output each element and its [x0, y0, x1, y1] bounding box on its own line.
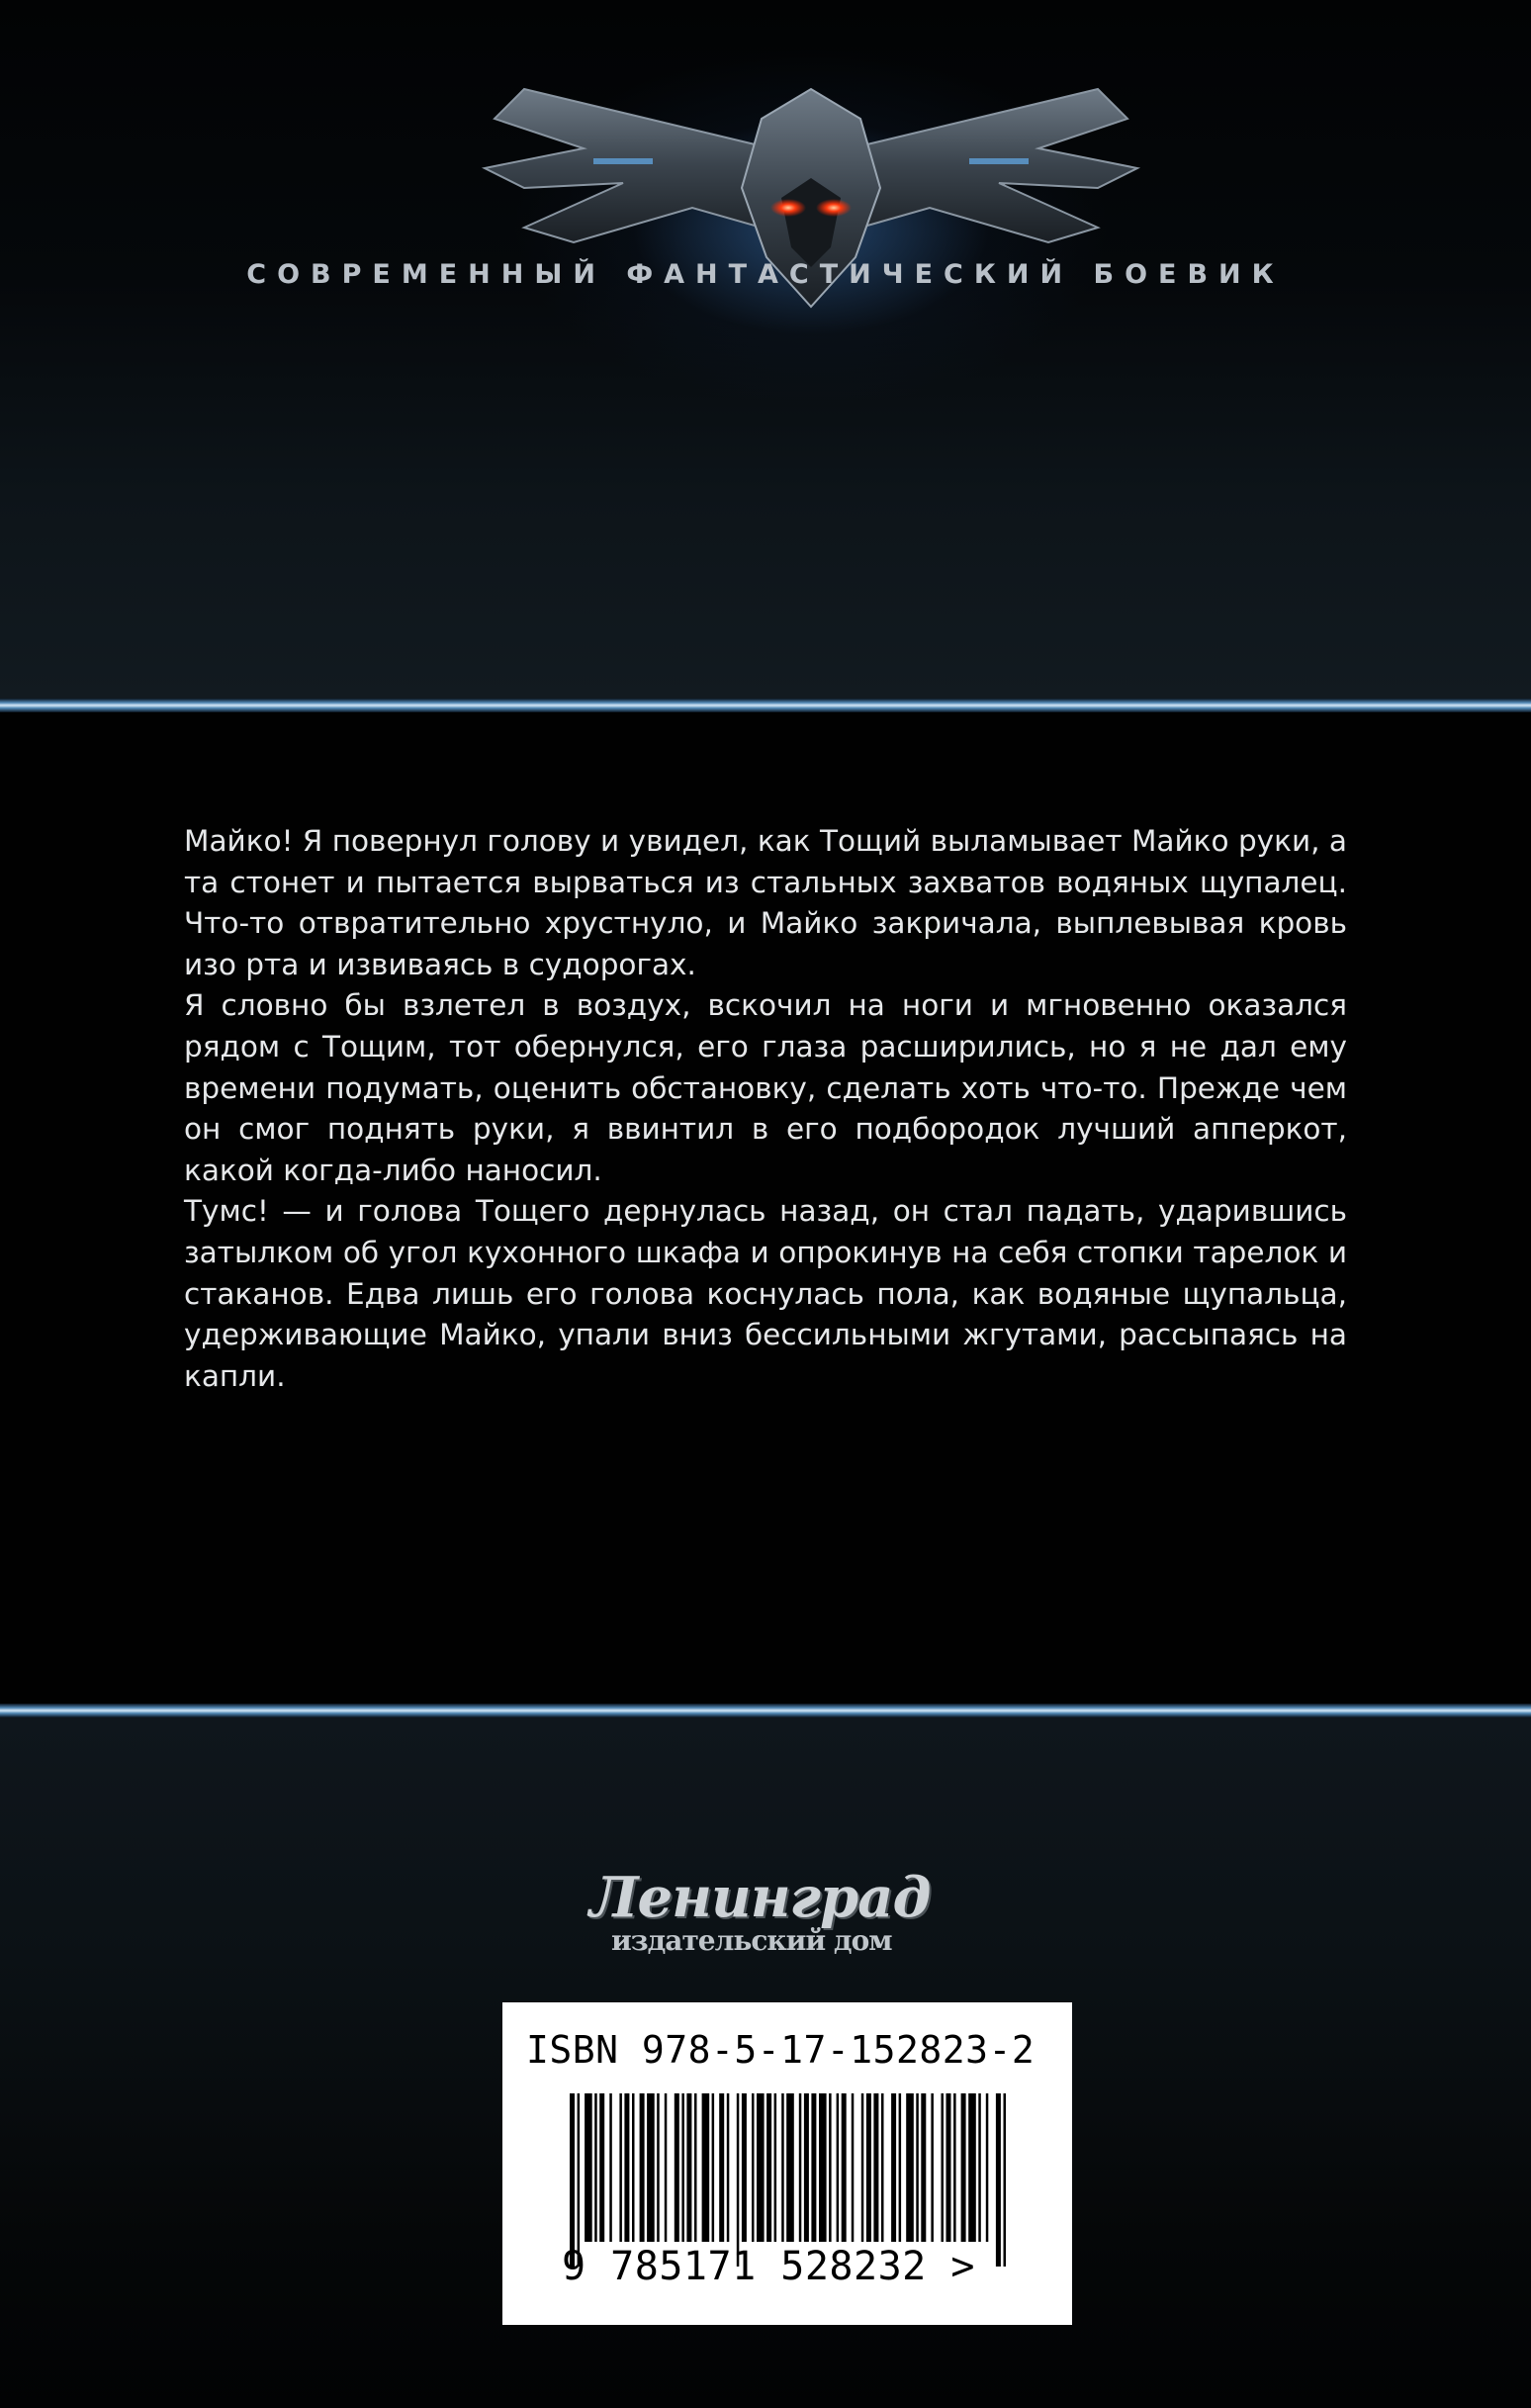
barcode-bar — [986, 2093, 989, 2242]
barcode-bar — [694, 2093, 697, 2242]
annotation-paragraph: Я словно бы взлетел в воздух, вскочил на ноги и мгновенно оказался рядом с Тощим, тот обернулся, его глаза расширились, но я не дал ему времени подумать, оценить обстановку, сделать хоть что-то. Прежде чем он смог поднять руки, я ввинтил в его подбородок лучший апперкот, какой когда-либо наносил. — [184, 988, 1347, 1187]
barcode-bar — [727, 2093, 730, 2242]
barcode-bar — [578, 2093, 581, 2267]
barcode-bar — [675, 2093, 679, 2242]
isbn-number: ISBN 978-5-17-152823-2 — [526, 2028, 1036, 2072]
barcode-bar — [737, 2093, 740, 2267]
barcode-bar — [996, 2093, 1001, 2267]
barcode-bar — [953, 2093, 956, 2242]
barcode-bar — [837, 2093, 840, 2242]
barcode-bar — [931, 2093, 934, 2242]
barcode-bar — [978, 2093, 981, 2242]
barcode-bar — [609, 2093, 612, 2242]
barcode-bar — [961, 2093, 966, 2242]
footer-band — [0, 1717, 1531, 2408]
barcode-bar — [842, 2093, 847, 2242]
barcode-bar — [852, 2093, 855, 2242]
barcode-bar — [752, 2093, 755, 2242]
barcode-bar — [881, 2093, 884, 2242]
barcode-bar — [819, 2093, 827, 2242]
annotation-paragraph: Майко! Я повернул голову и увидел, как Тощий выламывает Майко руки, а та стонет и пытается вырваться из стальных захватов водяных щупалец. Что-то отвратительно хрустнуло, и Майко закричала, выплевывая кровь изо рта и извиваясь в судорогах. — [184, 824, 1347, 981]
barcode-bar — [719, 2093, 724, 2242]
barcode-bar — [1004, 2093, 1007, 2267]
barcode-bar — [786, 2093, 794, 2242]
barcode-bar — [921, 2093, 926, 2242]
robot-emblem-icon — [465, 59, 1157, 356]
barcode-bar — [942, 2093, 945, 2242]
barcode-bar — [624, 2093, 629, 2242]
barcode-bar — [686, 2093, 691, 2242]
barcode-bar — [916, 2093, 919, 2242]
barcode-bar — [640, 2093, 645, 2242]
barcode-bar — [681, 2093, 684, 2242]
barcode-bar — [866, 2093, 871, 2242]
annotation-panel — [0, 712, 1531, 1704]
barcode-bar — [665, 2093, 668, 2242]
barcode-bar — [619, 2093, 622, 2242]
barcode-bar — [829, 2093, 832, 2242]
barcode-bar — [757, 2093, 765, 2242]
barcode-bar — [712, 2093, 715, 2242]
barcode-bar — [702, 2093, 710, 2242]
barcode-bar — [906, 2093, 914, 2242]
series-label: СОВРЕМЕННЫЙ ФАНТАСТИЧЕСКИЙ БОЕВИК — [246, 259, 1285, 290]
barcode-bar — [647, 2093, 655, 2242]
publisher-name: Ленинград — [589, 1865, 931, 1930]
barcode-bar — [891, 2093, 896, 2242]
barcode-bar — [599, 2093, 604, 2242]
barcode-bar — [657, 2093, 660, 2242]
barcode-bar — [899, 2093, 902, 2242]
barcode-bar — [632, 2093, 635, 2242]
ean-number: 9 785171 528232 > — [562, 2244, 975, 2289]
barcode-bar — [570, 2093, 575, 2267]
barcode-bar — [594, 2093, 597, 2242]
header-band — [0, 0, 1531, 704]
barcode-bar — [946, 2093, 951, 2242]
barcode-bar — [873, 2093, 878, 2242]
barcode-bar — [799, 2093, 802, 2242]
barcode-bar — [766, 2093, 771, 2242]
annotation-paragraph: Тумс! — и голова Тощего дернулась назад, он стал падать, ударившись затылком об угол кухонного шкафа и опрокинув на себя стопки тарелок и стаканов. Едва лишь его голова коснулась пола, как водяные щупальца, удерживающие Майко, упали вниз бессильными жгутами, рассыпаясь на капли. — [184, 1194, 1347, 1393]
separator-bottom — [0, 1704, 1531, 1717]
annotation-text — [184, 821, 1347, 1397]
barcode-block — [502, 2002, 1072, 2325]
barcode-bar — [585, 2093, 592, 2242]
separator-top — [0, 698, 1531, 712]
publisher-subtitle: издательский дом — [611, 1924, 892, 1957]
barcode-bar — [781, 2093, 784, 2242]
publisher-logo — [589, 1866, 965, 1975]
barcode-bar — [742, 2093, 747, 2242]
barcode-bar — [811, 2093, 816, 2242]
barcode-bar — [861, 2093, 864, 2242]
barcode-bar — [774, 2093, 777, 2242]
barcode-bar — [968, 2093, 976, 2242]
barcode-bar — [804, 2093, 809, 2242]
